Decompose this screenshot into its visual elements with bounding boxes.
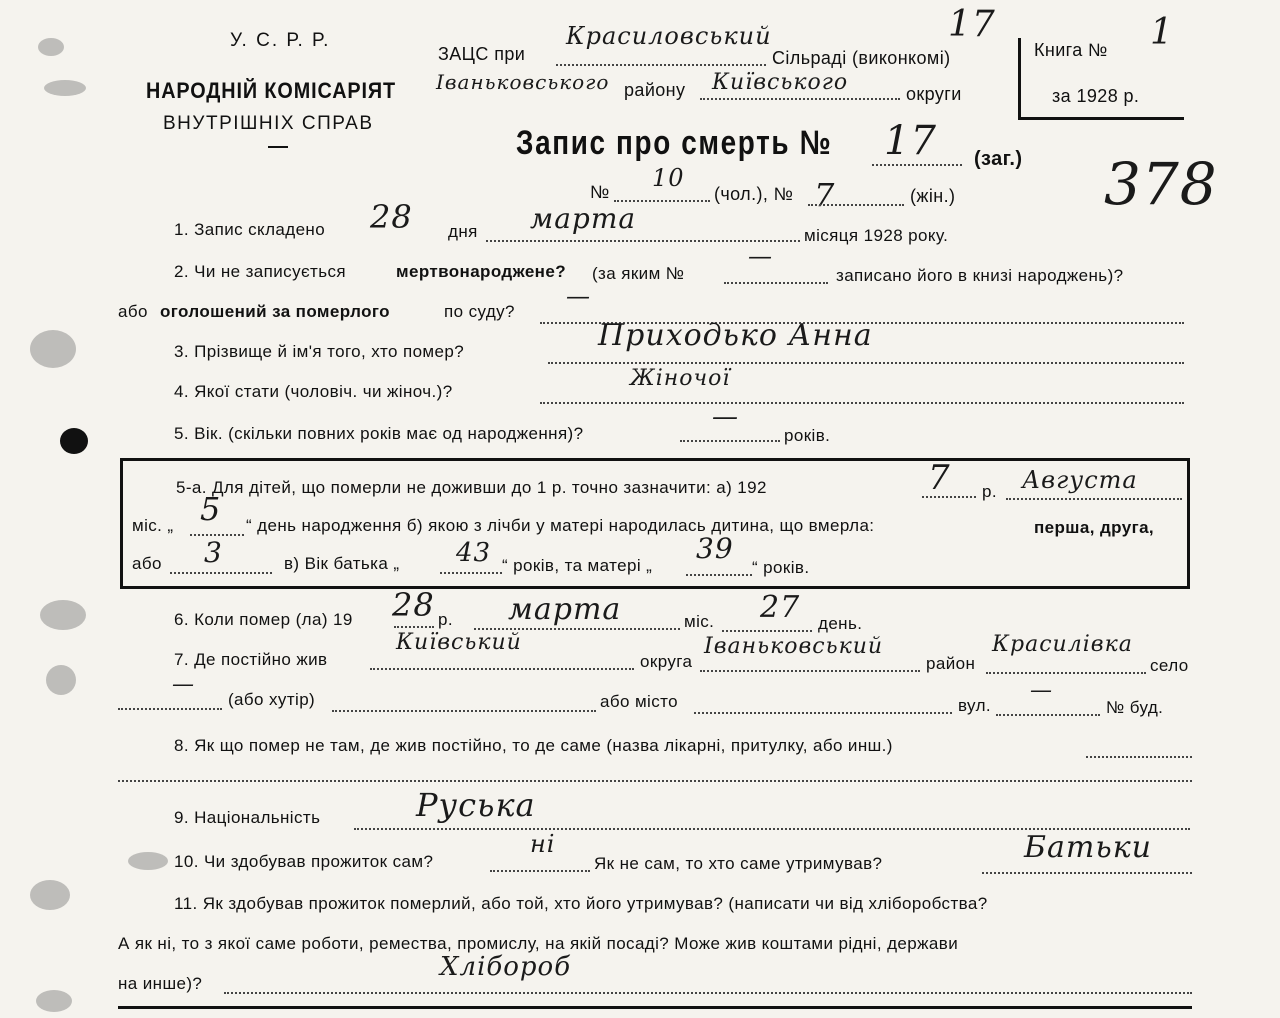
q11-line-3: на инше)? — [118, 974, 203, 993]
q3-name-handwritten: Приходько Анна — [598, 318, 873, 353]
q2-stillborn: мертвонароджене? — [396, 262, 566, 281]
book-label: Книга № — [1034, 40, 1108, 60]
q2-which: (за яким № — [592, 264, 685, 283]
q11-line-1: 11. Як здобував прожиток померлий, або той, хто його утримував? (написати чи від хліборобства? — [174, 894, 988, 913]
q3-dots — [548, 362, 1184, 364]
q6-day-handwritten: 27 — [760, 590, 801, 625]
q10-who-dots — [982, 872, 1192, 874]
q5-dots — [680, 440, 780, 442]
q9-nationality-handwritten: Руська — [416, 786, 536, 824]
zags-label: ЗАЦС при — [438, 44, 526, 64]
q7-selo: село — [1150, 656, 1189, 675]
q5a-birthday: “ день народження б) якою з лічби у матері народилась дитина, що вмерла: — [246, 516, 875, 535]
okruga-label: округи — [906, 84, 962, 104]
q5a-r: р. — [982, 482, 997, 501]
q2-number-handwritten: — — [748, 242, 773, 270]
q6-month-label: міс. — [684, 612, 715, 631]
q5a-father-dots — [440, 572, 502, 574]
record-title: Запис про смерть № — [516, 124, 833, 162]
q4-dots — [540, 402, 1184, 404]
q10-who: Як не сам, то хто саме утримував? — [594, 854, 883, 873]
q10-who-handwritten: Батьки — [1024, 830, 1152, 865]
q7-okrug-dots — [370, 668, 634, 670]
q7-raion-handwritten: Іваньковський — [704, 634, 884, 659]
stain-5 — [46, 665, 76, 695]
q5a-years: “ років. — [752, 558, 810, 577]
q5-age-handwritten: — — [712, 402, 739, 432]
box5a-right — [1187, 458, 1190, 589]
q1-day-handwritten: 28 — [370, 198, 413, 236]
okrug-dots — [700, 98, 900, 100]
q7-okruga: округа — [640, 652, 693, 671]
q6-day-dots — [722, 630, 812, 632]
q5a-mother: “ років, та матері „ — [502, 556, 653, 575]
stain-7 — [30, 880, 70, 910]
stain-1 — [38, 38, 64, 56]
q5-label: 5. Вік. (скільки повних років має од народження)? — [174, 424, 584, 443]
q5a-mother-handwritten: 39 — [696, 532, 734, 565]
q5a-year-handwritten: 7 — [928, 458, 951, 498]
village-dots — [556, 64, 766, 66]
q7-label: 7. Де постійно жив — [174, 650, 328, 669]
q10-self-dots — [490, 870, 590, 872]
side-number-handwritten: 378 — [1104, 150, 1218, 218]
q7-selo-dots — [986, 672, 1146, 674]
q2-label: 2. Чи не записується — [174, 262, 346, 281]
q2-number-dots — [724, 282, 828, 284]
header-dept: ВНУТРІШНІХ СПРАВ — [163, 113, 374, 134]
q5a-mother-dots — [686, 574, 752, 576]
q2-by-court: по суду? — [444, 302, 515, 321]
male-female-label: (чол.), № — [714, 184, 794, 204]
stain-6 — [128, 852, 168, 870]
q7-khutir-handwritten: — — [172, 672, 195, 697]
q2-court-handwritten: — — [566, 282, 591, 310]
number-label: № — [590, 182, 610, 202]
punch-hole-1 — [60, 428, 88, 454]
q5a-order-dots — [170, 572, 272, 574]
header-divider — [268, 146, 288, 148]
q7-street-dots — [996, 714, 1100, 716]
q5a-or: або — [132, 554, 162, 573]
q11-line-2: А як ні, то з якої саме роботи, ремества, промислу, на якій посаді? Може жив коштами рідні, держави — [118, 934, 959, 953]
q1-month-year: місяця 1928 року. — [804, 226, 949, 245]
q6-year-dots — [394, 626, 434, 628]
male-number-handwritten: 10 — [652, 164, 685, 192]
q8-label: 8. Як що помер не там, де жив постійно, то де саме (назва лікарні, притулку, або инш.) — [174, 736, 893, 755]
box5a-left — [120, 458, 123, 589]
q11-dots — [224, 992, 1192, 994]
book-year: за 1928 р. — [1052, 86, 1140, 106]
book-box-left — [1018, 38, 1021, 118]
q8-dots-2 — [118, 780, 1192, 782]
q9-label: 9. Національність — [174, 808, 321, 827]
q4-sex-handwritten: Жіночої — [630, 366, 731, 391]
header-ministry: НАРОДНІЙ КОМІСАРІЯТ — [146, 78, 397, 103]
stain-8 — [36, 990, 72, 1012]
q5a-father-handwritten: 43 — [456, 538, 492, 568]
q5a-month-handwritten: Августа — [1022, 466, 1138, 494]
q5a-month-label: міс. „ — [132, 516, 174, 535]
header-ussr: У. С. Р. Р. — [230, 30, 331, 51]
q7-khutir: (або хутір) — [228, 690, 316, 709]
q5-years: років. — [784, 426, 831, 445]
q2-declared-dead: оголошений за померлого — [160, 302, 390, 321]
village-handwritten: Красиловський — [566, 22, 772, 50]
q1-label: 1. Запис складено — [174, 220, 326, 239]
q6-r: р. — [438, 610, 453, 629]
book-number-handwritten: 1 — [1150, 12, 1174, 53]
stain-4 — [40, 600, 86, 630]
q2-birthbook: записано його в книзі народжень)? — [836, 266, 1124, 285]
q11-occupation-handwritten: Хлібороб — [440, 952, 572, 982]
stain-2 — [44, 80, 86, 96]
q1-month-handwritten: марта — [530, 202, 637, 235]
q6-year-handwritten: 28 — [392, 586, 435, 624]
q5a-day-handwritten: 5 — [200, 490, 222, 528]
female-number-handwritten: 7 — [814, 176, 836, 214]
q7-selo-handwritten: Красилівка — [992, 632, 1133, 657]
q6-label: 6. Коли помер (ла) 19 — [174, 610, 353, 629]
okrug-handwritten: Київського — [712, 70, 849, 95]
q7-okrug-handwritten: Київський — [396, 630, 522, 655]
q7-khutir2-dots — [332, 710, 596, 712]
q5a-first-second: перша, друга, — [1034, 518, 1155, 537]
top-number-handwritten: 17 — [948, 4, 996, 45]
stain-3 — [30, 330, 76, 368]
q7-raion-dots — [700, 670, 920, 672]
q4-label: 4. Якої стати (чоловіч. чи жіноч.)? — [174, 382, 453, 401]
book-box-bottom — [1018, 117, 1184, 120]
q7-city-dots — [694, 712, 952, 714]
q6-day-label: день. — [818, 614, 863, 633]
record-general: (заг.) — [974, 148, 1023, 170]
female-label: (жін.) — [910, 186, 956, 206]
box5a-top — [120, 458, 1190, 461]
q2-or: або — [118, 302, 148, 321]
q5a-label: 5-а. Для дітей, що померли не доживши до 1 р. точно зазначити: а) 192 — [176, 478, 767, 497]
q5a-month-dots — [1006, 498, 1182, 500]
record-number-dots — [872, 164, 962, 166]
q5a-father: в) Вік батька „ — [284, 554, 400, 573]
q1-day-label: дня — [448, 222, 478, 241]
q7-house: № буд. — [1106, 698, 1164, 717]
q7-city: або місто — [600, 692, 678, 711]
q7-khutir-dots — [118, 708, 222, 710]
q8-dots-1 — [1086, 756, 1192, 758]
bottom-rule — [118, 1006, 1192, 1009]
q6-month-handwritten: марта — [508, 592, 622, 627]
raion-label: району — [624, 80, 686, 100]
q7-street: вул. — [958, 696, 992, 715]
village-council-label: Сільраді (виконкомі) — [772, 48, 951, 68]
female-number-dots — [808, 204, 904, 206]
q5a-year-dots — [922, 496, 976, 498]
raion-handwritten: Іваньковського — [436, 70, 610, 94]
q3-label: 3. Прізвище й ім'я того, хто помер? — [174, 342, 465, 361]
q7-raion: район — [926, 654, 976, 673]
q10-label: 10. Чи здобував прожиток сам? — [174, 852, 434, 871]
box5a-bottom — [120, 586, 1190, 589]
q10-self-handwritten: ні — [530, 830, 556, 858]
record-number-handwritten: 17 — [884, 118, 937, 164]
q7-street-handwritten: — — [1030, 678, 1053, 703]
q5a-order-handwritten: 3 — [204, 536, 223, 569]
